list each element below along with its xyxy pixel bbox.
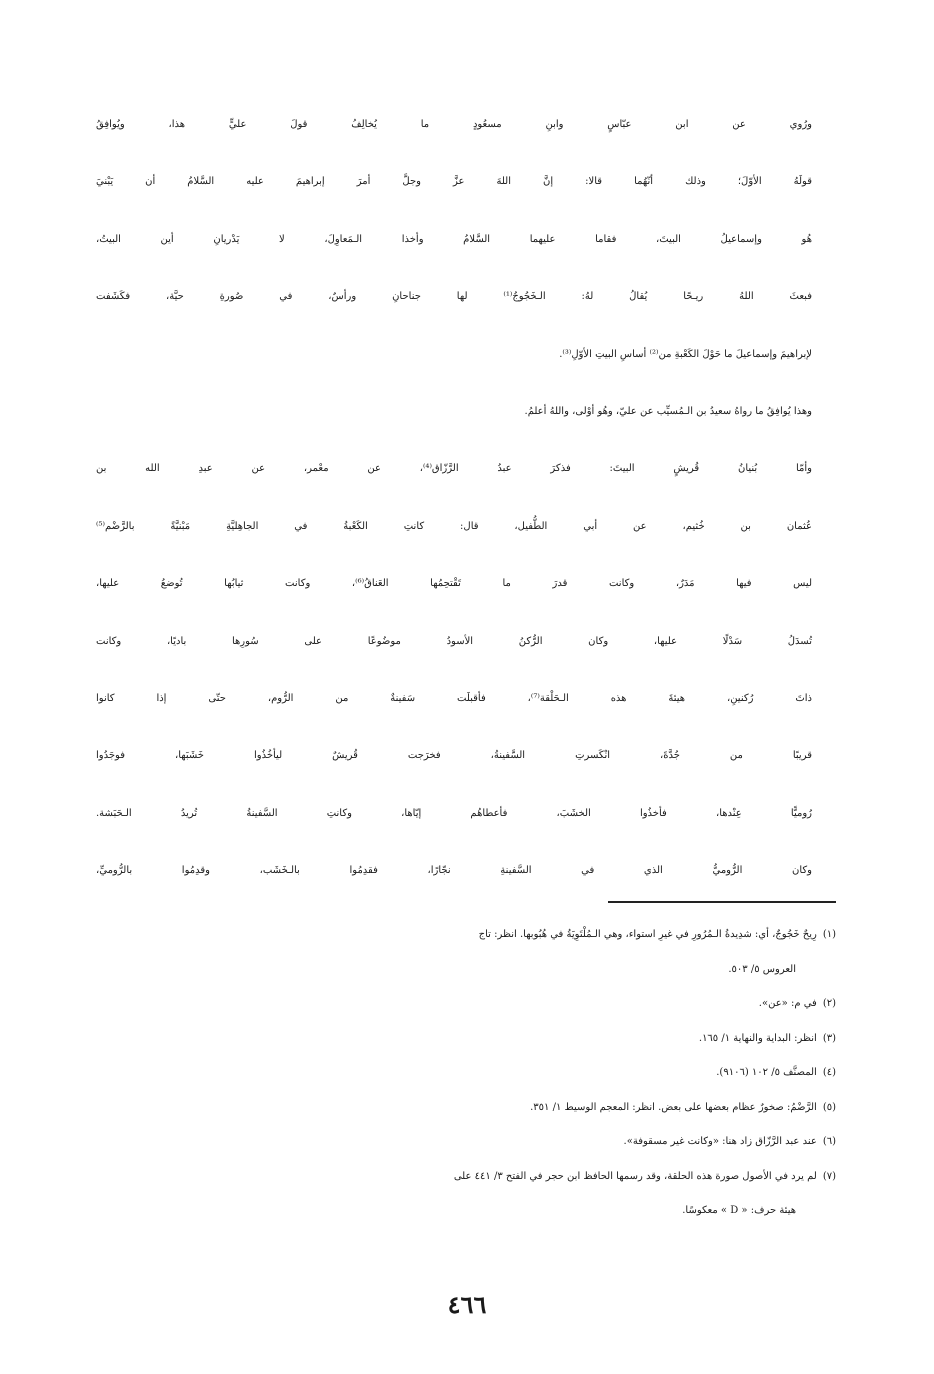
footnote-number: (٤) xyxy=(822,1067,836,1078)
footnote-number: (٥) xyxy=(822,1101,836,1113)
page-number: ٤٦٦ xyxy=(447,1290,487,1319)
text-line: قريبًا من جُدَّةَ، انْكَسرتِ السَّفينةُ، فخرَجت قُريشٌ ليأخُذُوا خَشَبَها، فوجَدُوا xyxy=(96,750,812,762)
text-line: فبعثَ اللهُ ريـحًا يُقالُ لهُ: الـخَجُوجُ⁽¹⁾ لها جناحانِ ورأسٌ، في صُورةِ حيَّة، فكَشَفت xyxy=(96,291,812,303)
text-line: ورُوي عن ابن عبّاسٍ وابنِ مسعُودٍ ما يُخالِفُ قولَ عليٍّ هذا، ويُوافِقُ xyxy=(96,119,812,130)
footnote-7-continuation xyxy=(96,1194,836,1229)
footnote-6 xyxy=(96,1125,836,1160)
text-line: قولَهُ الأوّلَ؛ وذلك أنّهُما قالا: إنَّ اللهَ عزَّ وجلَّ أمرَ إبراهيمَ عليه السَّلامُ أن يَبْنيَ xyxy=(96,176,812,188)
footnote-text: في م: «عن». xyxy=(758,998,817,1009)
paragraph-3 xyxy=(96,440,836,899)
footnote-1-continuation xyxy=(96,953,836,988)
text-line: لإبراهيمَ وإسماعيلَ ما حَوْلَ الكَعْبةِ من⁽²⁾ أساسِ البيتِ الأوّلِ⁽³⁾. xyxy=(559,348,812,360)
footnote-7 xyxy=(96,1160,836,1195)
text-line: عُثمان بن خُثيم، عن أبي الطُّفيل، قال: كانتِ الكَعْبةُ في الجاهِليَّةِ مَبْنيَّةً بالرَّضْم⁽⁵⁾ xyxy=(96,520,812,532)
paragraph-2 xyxy=(96,383,836,440)
footnote-text: هيئة حرف: « D » معكوسًا. xyxy=(682,1205,796,1216)
text-line: تُسدَلُ سَدْلًا عليها، وكان الرُّكنُ الأسودُ موضُوعًا على سُورِها باديًا، وكانت xyxy=(96,635,812,647)
footnote-text: لم يرد في الأصول صورة هذه الحلقة، وقد رسمها الحافظ ابن حجر في الفتح ٣/ ٤٤١ على xyxy=(453,1170,817,1182)
footnotes xyxy=(96,918,836,1229)
footnote-number: (٣) xyxy=(822,1032,836,1044)
footnote-number: (١) xyxy=(822,929,836,940)
footnote-1 xyxy=(96,918,836,953)
footnote-5 xyxy=(96,1091,836,1126)
text-line: ذاتَ رُكنينِ، هيئةَ هذه الـحَلْقة⁽⁷⁾، فأقبلَت سَفينةٌ من الرُّوم، حتّى إذا كانوا xyxy=(96,693,812,705)
main-text xyxy=(96,96,836,900)
paragraph-1 xyxy=(96,96,836,383)
text-line: رُوميًّا عِنْدها، فأخذُوا الخشَبَ، فأعطاهُم إيّاها، وكانتِ السَّفينةُ تُريدُ الـحَبَشة. xyxy=(96,807,812,819)
footnote-2 xyxy=(96,987,836,1022)
footnote-text: الرَّضْمُ: صخورٌ عظام بعضها على بعض. انظر: المعجم الوسيط ١/ ٣٥١. xyxy=(530,1101,817,1113)
text-line: وأمّا بُنيانُ قُريشٍ البيتَ: فذكرَ عبدُ الرَّزّاق⁽⁴⁾، عن معْمر، عن عبدِ الله بن xyxy=(96,463,812,475)
text-line: وكان الرُّوميُّ الذي في السَّفينةِ نجّارًا، فقدِمُوا بالـخَشَب، وقدِمُوا بالرُّوميِّ، xyxy=(96,865,812,877)
footnote-4 xyxy=(96,1056,836,1091)
footnote-text: انظر: البداية والنهاية ١/ ١٦٥. xyxy=(698,1032,817,1044)
footnote-text: عند عبد الرَّزّاق زاد هنا: «وكانت غير مسقوفة». xyxy=(623,1136,817,1147)
footnote-number: (٢) xyxy=(822,998,836,1009)
footnote-text: المصنَّف ٥/ ١٠٢ (٩١٠٦). xyxy=(716,1067,817,1078)
footnote-separator xyxy=(608,901,836,903)
footnote-number: (٦) xyxy=(822,1136,836,1147)
text-line: وهذا يُوافِقُ ما رواهُ سعيدُ بن الـمُسيِّب عن عليّ، وهُو أوْلى، واللهُ أعلمُ. xyxy=(524,406,812,418)
footnote-number: (٧) xyxy=(822,1170,836,1182)
footnote-text: العروس ٥/ ٥٠٣. xyxy=(728,963,796,975)
text-line: ليس فيها مَدَرٌ، وكانت قدرَ ما تَقْتحِمُها العَناقُ⁽⁶⁾، وكانت ثيابُها تُوضعُ عليها، xyxy=(96,578,812,590)
footnote-3 xyxy=(96,1022,836,1057)
text-line: هُو وإسماعيلُ البيتَ، فقاما عليهما السَّلامُ وأخذا الـمَعاوِلَ، لا يَدْريانِ أين البيتُ، xyxy=(96,233,812,245)
footnote-text: رِيحٌ خَجُوجٌ، أي: شدِيدةُ الـمُرُورِ في غيرِ استواء، وهي الـمُلْتَوِيَةُ في هُبُوبها. انظر: تاج xyxy=(478,929,817,940)
